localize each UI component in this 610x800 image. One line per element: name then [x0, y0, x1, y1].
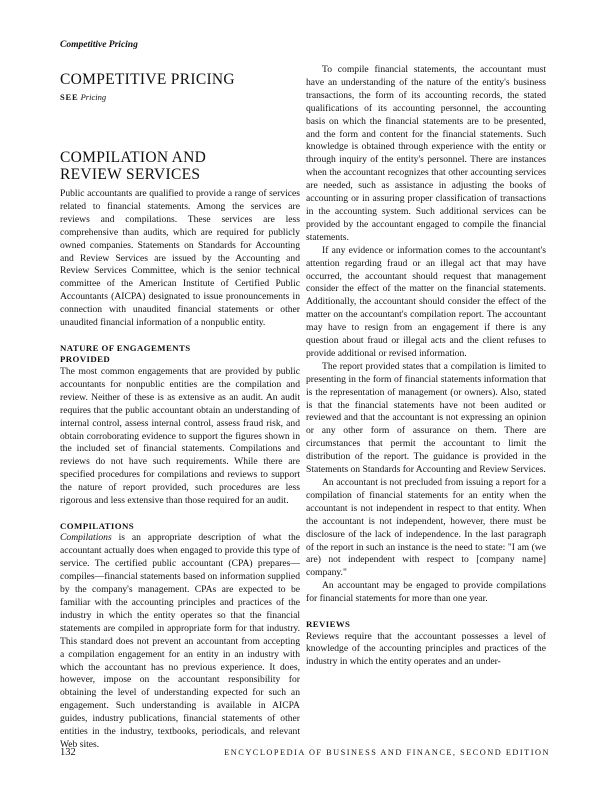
section-heading-line1: NATURE OF ENGAGEMENTS [60, 342, 191, 353]
left-column [60, 66, 300, 752]
see-reference [60, 92, 300, 102]
see-label: SEE [60, 92, 79, 102]
section-heading-reviews: REVIEWS [306, 619, 351, 630]
section-heading-compilations: COMPILATIONS [60, 520, 135, 531]
section-heading-line2: PROVIDED [60, 354, 111, 365]
page-number: 132 [60, 747, 76, 758]
intro-paragraph: Public accountants are qualified to provide a range of services related to financial statements. Among the services are reviews and compilations. These services are less comprehensive than audits, which are required for publicly owned companies. Statements on Standards for Accounting and Review Services are issued by the Accounting and Review Services Committee, which is the senior technical committee of the American Institute of Certified Public Accountants (AICPA) designated to issue pronouncements in connection with unaudited financial statements or other unaudited financial information of a nonpublic entity. [60, 188, 300, 329]
entry-title-line2: REVIEW SERVICES [60, 166, 201, 183]
entry-title-compilation-review [60, 149, 300, 183]
section-heading-nature-of-engagements [60, 343, 300, 366]
nature-paragraph: The most common engagements that are provided by public accountants for nonpublic entities are the compilation and review. Neither of these is as extensive as an audit. An audit requires that the public accountant obtain an understanding of internal control, assess internal control, assess fraud risk, and obtain corroborating evidence to support the figures shown in the included set of financial statements. Compilations and reviews do not have such requirements. While there are specified procedures for compilations and reviews to support the nature of report provided, such procedures are less rigorous and less extensive than those required for an audit. [60, 365, 300, 507]
compilations-paragraph-2: To compile financial statements, the accountant must have an understanding of the nature of the entity's business transactions, the form of its accounting records, the stated qualifications of its accounting personnel, the accounting basis on which the financial statements are to be presented, and the form and content for the financial statements. Such knowledge is obtained through experience with the entity or through inquiry of the entity's personnel. There are instances when the accountant recognizes that other accounting services are needed, such as assistance in adjusting the books of accounting or in assuring proper classification of transactions in the accounting system. Such additional services can be provided by the accountant engaged to compile the financial statements. [306, 64, 546, 243]
entry-title-competitive-pricing: COMPETITIVE PRICING [60, 71, 235, 88]
reviews-paragraph-1: Reviews require that the accountant possesses a level of knowledge of the accounting principles and practices of the industry in which the entity operates and an under- [306, 630, 546, 668]
see-target-link[interactable]: Pricing [80, 92, 107, 102]
entry-title-line1: COMPILATION AND [60, 149, 207, 166]
compilations-paragraph-1 [60, 532, 300, 751]
compilations-paragraph-3: If any evidence or information comes to the accountant's attention regarding fraud or an illegal act that may have occurred, the accountant should request that management consider the effect of the matter on the financial statements. Additionally, the accountant should consider the effect of the matter on the accountant's compilation report. The accountant may have to resign from an engagement if there is any question about fraud or illegal acts and the client refuses to provide additional or revised information. [306, 244, 546, 359]
compilations-paragraph-4: The report provided states that a compilation is limited to presenting in the form of financial statements information that is the representation of management (or owners). Also, stated is that the financial statements have not been audited or reviewed and that the accountant is not expressing an opinion or any other form of assurance on them. There are circumstances that permit the accountant to limit the distribution of the report. The guidance is provided in the Statements on Standards for Accounting and Review Services. [306, 360, 546, 476]
right-column [306, 64, 546, 669]
compilations-term: Compilations [60, 532, 112, 544]
compilations-paragraph-6: An accountant may be engaged to provide compilations for financial statements for more than one year. [306, 580, 546, 605]
compilations-paragraph-5: An accountant is not precluded from issuing a report for a compilation of financial statements for an entity when the accountant is not independent in respect to that entity. When the accountant is not independent, however, there must be disclosure of the lack of independence. In the last paragraph of the report in such an instance is the need to state: "I am (we are) not independent with respect to [company name] company." [306, 477, 546, 579]
book-title: ENCYCLOPEDIA OF BUSINESS AND FINANCE, SECOND EDITION [224, 748, 550, 757]
compilations-paragraph-1-text: is an appropriate description of what the accountant actually does when engaged to provide this type of service. The certified public accountant (CPA) prepares—compiles—financial statements based on information supplied by the company's management. CPAs are expected to be familiar with the accounting principles and practices of the industry in which the entity operates so that the financial statements are compiled in appropriate form for that industry. This standard does not prevent an accountant from accepting a compilation engagement for an entity in an industry with which the accountant has no previous experience. It does, however, impose on the accountant responsibility for obtaining the level of understanding expected for such an engagement. Such understanding is available in AICPA guides, industry publications, financial statements of other entities in the industry, textbooks, periodicals, and relevant Web sites. [60, 532, 300, 750]
running-head: Competitive Pricing [60, 40, 138, 50]
